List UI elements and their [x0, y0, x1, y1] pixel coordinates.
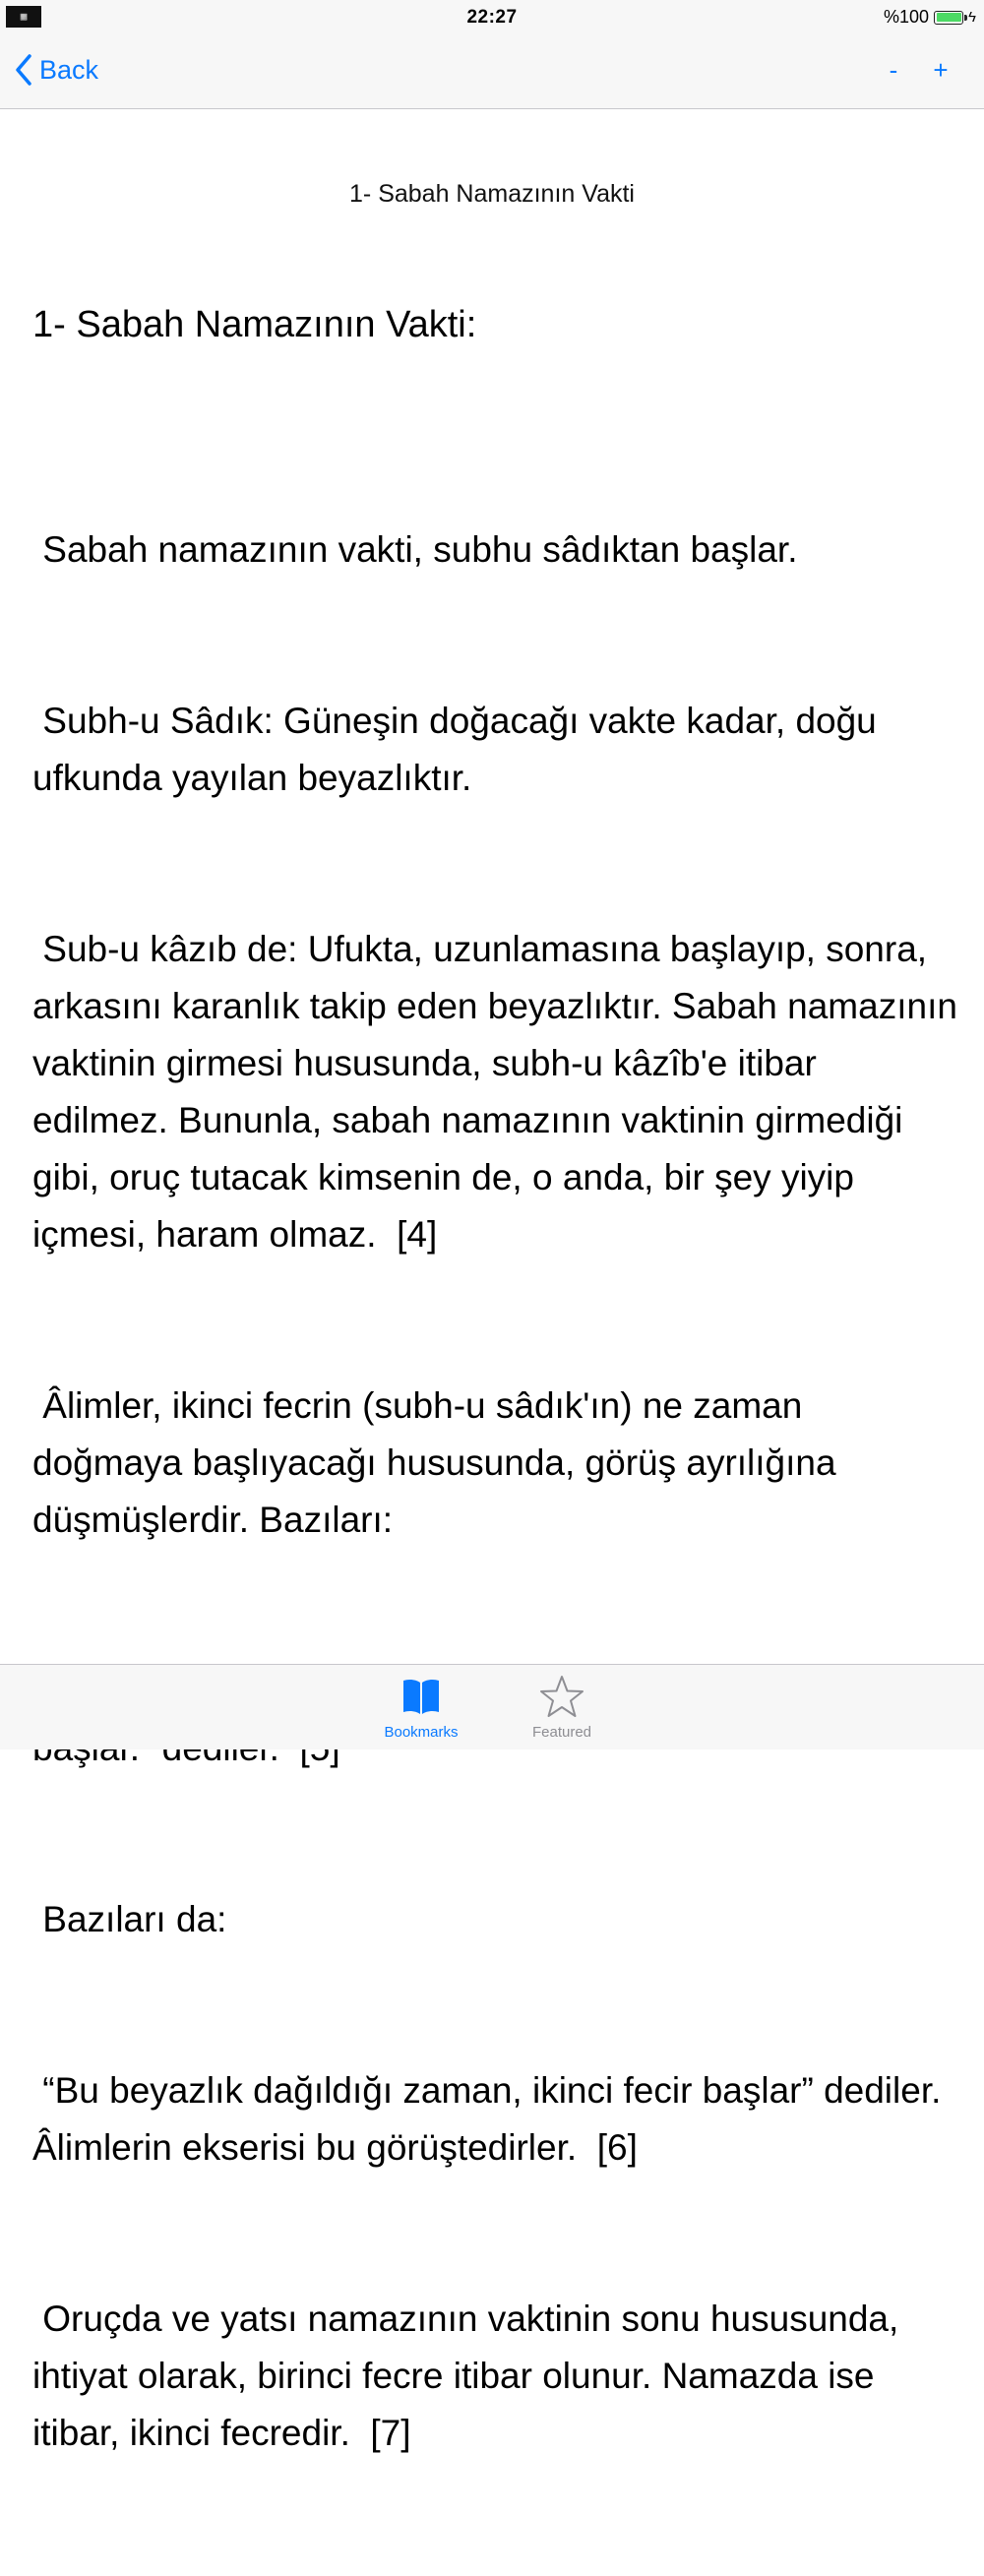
tab-featured[interactable] — [503, 1673, 621, 1741]
article-paragraph: Oruçda ve yatsı namazının vaktinin sonu hususunda, ihtiyat olarak, birinci fecre itibar olunur. Namazda ise itibar, ikinci fecredir. [7] — [32, 2299, 909, 2453]
charging-bolt-icon: ϟ — [968, 9, 976, 26]
back-label: Back — [39, 54, 99, 85]
tab-bar — [0, 1664, 984, 1749]
status-bar — [0, 0, 984, 35]
battery-fill — [937, 13, 961, 22]
chapter-header: 1- Sabah Namazının Vakti — [349, 180, 635, 208]
navigation-bar — [0, 35, 984, 109]
article-body — [32, 407, 968, 2576]
back-button[interactable] — [14, 53, 98, 87]
battery-icon — [934, 11, 963, 25]
book-icon — [398, 1673, 445, 1720]
article-title: 1- Sabah Namazının Vakti: — [32, 304, 477, 345]
zoom-out-button[interactable]: - — [889, 55, 898, 85]
zoom-in-button[interactable]: + — [933, 55, 949, 85]
status-time: 22:27 — [466, 7, 518, 28]
star-icon — [538, 1673, 585, 1720]
chevron-left-icon — [14, 53, 33, 87]
tab-bookmarks-label: Bookmarks — [384, 1724, 459, 1741]
article-paragraph: Bazıları da: — [32, 1899, 227, 1939]
app-thumbnail-icon: ▦ — [6, 6, 41, 28]
article-paragraph: Subh-u Sâdık: Güneşin doğacağı vakte kadar, doğu ufkunda yayılan beyazlıktır. — [32, 701, 888, 798]
status-right — [884, 7, 976, 28]
tab-featured-label: Featured — [531, 1724, 592, 1741]
article-paragraph: “Bu beyazlık dağıldığı zaman, ikinci fecir başlar” dediler. Âlimlerin ekserisi bu görüştedirler. [6] — [32, 2070, 952, 2168]
battery-percent: %100 — [884, 7, 930, 27]
article-paragraph: Sub-u kâzıb de: Ufukta, uzunlamasına başlayıp, sonra, arkasını karanlık takip eden beyazlıktır. Sabah namazının vaktinin girmesi hususunda, subh-u kâzîb'e itibar edilmez. Bununla, sabah namazının vaktinin girmediği gibi, oruç tutacak kimsenin de, o anda, bir şey yiyip içmesi, haram olmaz. [4] — [32, 929, 968, 1255]
article-paragraph: Sabah namazının vakti, subhu sâdıktan başlar. — [32, 529, 798, 570]
tab-bookmarks[interactable] — [362, 1673, 480, 1741]
article-paragraph: Âlimler, ikinci fecrin (subh-u sâdık'ın) ne zaman doğmaya başlıyacağı hususunda, görüş ayrılığına düşmüşlerdir. Bazıları: — [32, 1385, 846, 1540]
